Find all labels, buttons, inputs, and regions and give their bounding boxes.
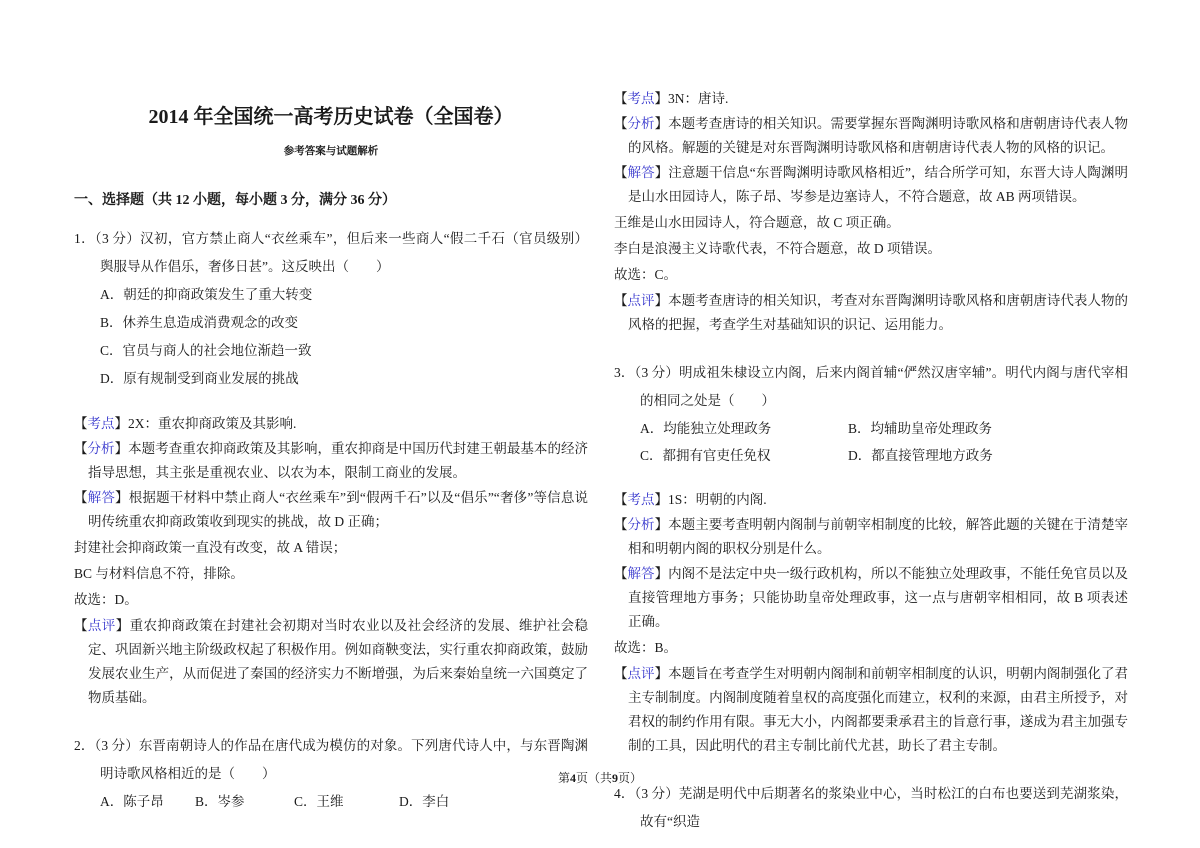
page-footer	[0, 769, 1200, 787]
dianping-line	[614, 662, 1128, 758]
jieda-line	[74, 486, 588, 534]
question-2-option-d: D．李白	[399, 794, 450, 809]
jieda-line	[614, 562, 1128, 634]
jieda-text: 注意题干信息“东晋陶渊明诗歌风格相近”，结合所学可知，东晋大诗人陶渊明是山水田园诗人，陈子昂、岑参是边塞诗人，不符合题意，故 AB 两项错误。	[628, 165, 1129, 204]
fenxi-text: 本题考查唐诗的相关知识。需要掌握东晋陶渊明诗歌风格和唐朝唐诗代表人物的风格。解题的关键是对东晋陶渊明诗歌风格和唐朝唐诗代表人物的风格的识记。	[628, 116, 1129, 155]
question-2-option-c: C．王维	[294, 794, 344, 809]
question-3-option-d: D．都直接管理地方政务	[848, 448, 993, 463]
kaodian-line	[74, 412, 588, 436]
kaodian-label: 考点	[87, 416, 115, 431]
question-1	[74, 225, 588, 393]
question-4-stem: 4．（3 分）芜湖是明代中后期著名的浆染业中心，当时松江的白布也要送到芜湖浆染，故有“织造	[614, 786, 1128, 829]
kaodian-text: 1S：明朝的内阁.	[668, 492, 767, 507]
jieda-label: 解答	[87, 490, 116, 505]
bracket-open: 【	[614, 293, 628, 308]
bracket-open: 【	[614, 666, 628, 681]
footer-prefix: 第	[557, 771, 570, 785]
jieda-line	[614, 161, 1128, 209]
bracket-open: 【	[74, 416, 88, 431]
question-1-stem: 1．（3 分）汉初，官方禁止商人“衣丝乘车”，但后来一些商人“假二千石（官员级别）舆服导从作倡乐，奢侈日甚”。这反映出（ ）	[74, 231, 588, 274]
question-3-option-b: B．均辅助皇帝处理政务	[848, 421, 993, 436]
kaodian-text: 2X：重农抑商政策及其影响.	[128, 416, 297, 431]
fenxi-label: 分析	[87, 441, 115, 456]
answer-1-extra-2: BC 与材料信息不符，排除。	[74, 566, 244, 581]
bracket-open: 【	[74, 490, 88, 505]
bracket-open: 【	[614, 566, 628, 581]
jieda-text: 根据题干材料中禁止商人“衣丝乘车”到“假两千石”以及“倡乐”“奢侈”等信息说明传统重农抑商政策收到现实的挑战，故 D 正确；	[88, 490, 589, 529]
answer-1-guxuan: 故选：D。	[74, 592, 138, 607]
fenxi-line	[74, 437, 588, 485]
bracket-close: 】	[654, 492, 668, 507]
fenxi-label: 分析	[627, 517, 655, 532]
answer-2	[614, 87, 1128, 337]
bracket-close: 】	[654, 666, 669, 681]
kaodian-line	[614, 488, 1128, 512]
dianping-text: 本题考查唐诗的相关知识，考查对东晋陶渊明诗歌风格和唐朝唐诗代表人物的风格的把握，考查学生对基础知识的识记、运用能力。	[628, 293, 1129, 332]
bracket-close: 】	[654, 116, 669, 131]
bracket-close: 】	[115, 490, 129, 505]
bracket-close: 】	[654, 91, 668, 106]
answer-3	[614, 488, 1128, 758]
question-1-option-b: B．休养生息造成消费观念的改变	[100, 315, 299, 330]
bracket-open: 【	[614, 492, 628, 507]
fenxi-text: 本题考查重农抑商政策及其影响，重农抑商是中国历代封建王朝最基本的经济指导思想，其主张是重视农业、以农为本，限制工商业的发展。	[88, 441, 589, 480]
footer-suffix: 页）	[618, 771, 643, 785]
question-2-stem: 2．（3 分）东晋南朝诗人的作品在唐代成为模仿的对象。下列唐代诗人中，与东晋陶渊明诗歌风格相近的是（ ）	[74, 738, 588, 781]
jieda-label: 解答	[627, 566, 655, 581]
bracket-close: 】	[114, 441, 129, 456]
fenxi-line	[614, 112, 1128, 160]
question-4	[614, 780, 1128, 836]
dianping-label: 点评	[87, 618, 116, 633]
question-1-option-c: C．官员与商人的社会地位渐趋一致	[100, 343, 312, 358]
answer-3-guxuan: 故选：B。	[614, 640, 678, 655]
left-column	[74, 75, 588, 816]
dianping-text: 本题旨在考查学生对明朝内阁制和前朝宰相制度的认识，明朝内阁制强化了君主专制制度。内阁制度随着皇权的高度强化而建立，权利的来源，由君主所授予，对君权的制约作用有限。事无大小，内阁都要秉承君主的旨意行事，遂成为君主加强专制的工具，因此明代的君主专制比前代尤甚，助长了君主专制。	[628, 666, 1129, 753]
section-heading: 一、选择题（共 12 小题，每小题 3 分，满分 36 分）	[74, 193, 396, 208]
right-column	[614, 86, 1128, 836]
page-title: 2014 年全国统一高考历史试卷（全国卷）	[148, 106, 514, 128]
bracket-open: 【	[74, 618, 88, 633]
kaodian-line	[614, 87, 1128, 111]
bracket-close: 】	[654, 293, 669, 308]
question-3-stem: 3．（3 分）明成祖朱棣设立内阁，后来内阁首辅“俨然汉唐宰辅”。明代内阁与唐代宰相的相同之处是（ ）	[614, 365, 1128, 408]
answer-1	[74, 412, 588, 710]
question-3-option-c: C．都拥有官吏任免权	[640, 448, 771, 463]
answer-2-extra-2: 李白是浪漫主义诗歌代表，不符合题意，故 D 项错误。	[614, 241, 941, 256]
bracket-close: 】	[654, 165, 669, 180]
footer-total-pages: 9	[612, 771, 618, 785]
answer-2-guxuan: 故选：C。	[614, 267, 678, 282]
bracket-close: 】	[654, 566, 669, 581]
bracket-close: 】	[114, 416, 128, 431]
dianping-line	[614, 289, 1128, 337]
bracket-open: 【	[614, 91, 628, 106]
kaodian-label: 考点	[627, 492, 655, 507]
question-1-option-a: A．朝廷的抑商政策发生了重大转变	[100, 287, 313, 302]
bracket-open: 【	[74, 441, 88, 456]
question-3-options	[614, 415, 1128, 469]
dianping-label: 点评	[627, 293, 655, 308]
question-2-options	[74, 788, 588, 816]
bracket-close: 】	[115, 618, 130, 633]
fenxi-line	[614, 513, 1128, 561]
answer-2-extra-1: 王维是山水田园诗人，符合题意，故 C 项正确。	[614, 215, 900, 230]
bracket-open: 【	[614, 517, 628, 532]
kaodian-label: 考点	[627, 91, 655, 106]
answer-1-extra-1: 封建社会抑商政策一直没有改变，故 A 错误；	[74, 540, 347, 555]
footer-middle: 页（共	[575, 771, 612, 785]
dianping-text: 重农抑商政策在封建社会初期对当时农业以及社会经济的发展、维护社会稳定、巩固新兴地主阶级政权起了积极作用。例如商鞅变法，实行重农抑商政策，鼓励发展农业生产，从而促进了秦国的经济实力不断增强，为后来秦始皇统一六国奠定了物质基础。	[88, 618, 589, 705]
dianping-label: 点评	[627, 666, 655, 681]
bracket-close: 】	[654, 517, 669, 532]
footer-page-number: 4	[569, 771, 576, 785]
dianping-line	[74, 614, 588, 710]
question-3	[614, 359, 1128, 469]
bracket-open: 【	[614, 116, 628, 131]
question-2-option-b: B．岑参	[195, 794, 245, 809]
kaodian-text: 3N：唐诗.	[668, 91, 729, 106]
bracket-open: 【	[614, 165, 628, 180]
fenxi-label: 分析	[627, 116, 655, 131]
question-3-option-a: A．均能独立处理政务	[640, 421, 772, 436]
jieda-text: 内阁不是法定中央一级行政机构，所以不能独立处理政事，不能任免官员以及直接管理地方事务；只能协助皇帝处理政事，这一点与唐朝宰相相同，故 B 项表述正确。	[628, 566, 1129, 629]
page-subtitle: 参考答案与试题解析	[283, 146, 379, 157]
jieda-label: 解答	[627, 165, 655, 180]
question-1-option-d: D．原有规制受到商业发展的挑战	[100, 371, 299, 386]
question-2-option-a: A．陈子昂	[100, 794, 164, 809]
fenxi-text: 本题主要考查明朝内阁制与前朝宰相制度的比较，解答此题的关键在于清楚宰相和明朝内阁的职权分别是什么。	[628, 517, 1129, 556]
